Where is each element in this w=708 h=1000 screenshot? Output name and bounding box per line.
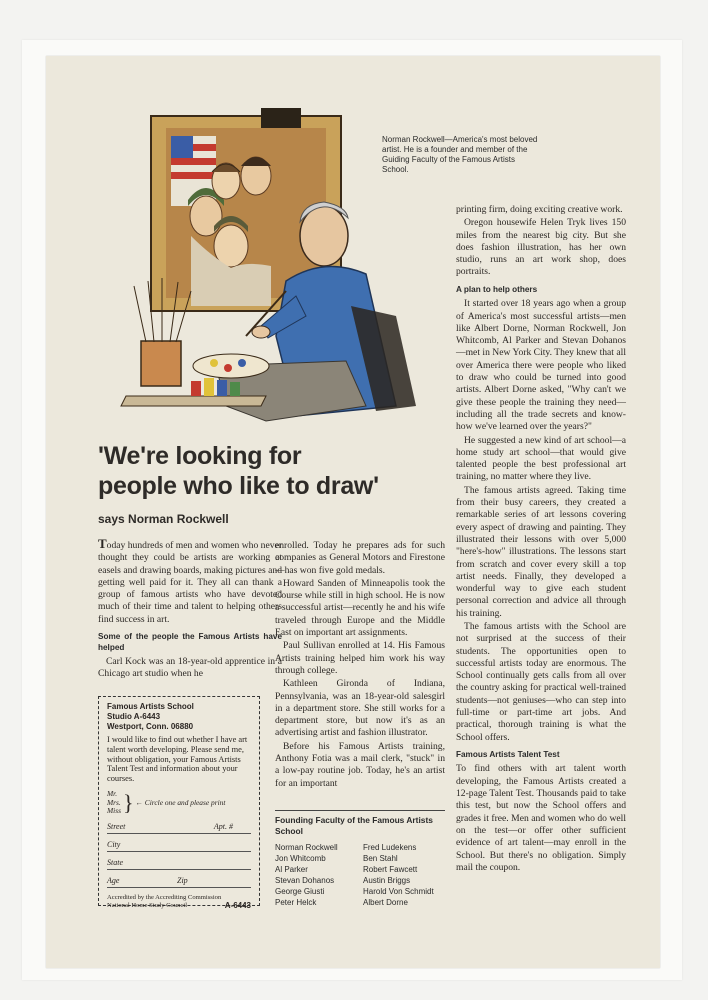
rockwell-illustration xyxy=(96,106,426,436)
age-zip-field[interactable]: Age Zip xyxy=(107,876,251,888)
state-field[interactable]: State xyxy=(107,858,251,870)
faculty-name: Austin Briggs xyxy=(363,876,411,885)
mail-coupon[interactable] xyxy=(98,696,260,910)
faculty-name: Harold Von Schmidt xyxy=(363,887,434,896)
subhead-talent-test: Famous Artists Talent Test xyxy=(456,749,560,759)
founding-faculty xyxy=(275,810,445,908)
coupon-code: A-6443 xyxy=(224,900,251,910)
brace-icon: } xyxy=(122,789,134,815)
drop-cap: T xyxy=(98,536,107,551)
paragraph-carl-kock: Carl Kock was an 18-year-old apprentice in a Chicago art studio when he xyxy=(98,656,282,680)
circle-instruction: ← Circle one and please print xyxy=(135,797,226,807)
intro-paragraph: Today hundreds of men and women who never thought they could be artists are working at easels and drawing boards, making pictures and getting well paid for it. They all can thank a group of famous artists who have devoted much of their time and talent to helping others find success in art. xyxy=(98,536,282,625)
faculty-name: Jon Whitcomb xyxy=(275,854,326,863)
column-2: enrolled. Today he prepares ads for such companies as General Motors and Firestone—has won five gold medals. Howard Sanden of Minneapolis took the Course while still in high school. He is now a successful artist—recently he and his wife traveled through Europe and the Middle East on important art assignments. Paul Sullivan enrolled at 14. His Famous Artists training helped him work his way through college. Kathleen Gironda of Indiana, Pennsylvania, was an 18-year-old salesgirl in a department store. She still works for a department store, but now it's as an advertising artist and fashion illustrator. Before his Famous Artists training, Anthony Fotia was a mail clerk, "stuck" in a low-pay routine job. Today, he's an artist for an important xyxy=(275,540,445,789)
headline xyxy=(98,441,438,501)
headline-line-2: people who like to draw' xyxy=(98,472,379,500)
faculty-left xyxy=(275,842,363,908)
faculty-name: Al Parker xyxy=(275,865,308,874)
faculty-name: Robert Fawcett xyxy=(363,865,418,874)
faculty-title: Founding Faculty of the Famous Artists School xyxy=(275,810,445,836)
faculty-list xyxy=(275,842,445,908)
faculty-name: Fred Ludekens xyxy=(363,843,417,852)
faculty-name: George Giusti xyxy=(275,887,325,896)
faculty-name: Ben Stahl xyxy=(363,854,398,863)
headline-line-1: 'We're looking for xyxy=(98,442,302,470)
illustration-caption: Norman Rockwell—America's most beloved artist. He is a founder and member of the Guiding Faculty of the Famous Artists School. xyxy=(382,135,538,174)
column-1 xyxy=(98,538,282,682)
coupon-footer: Accredited by the Accrediting Commission National Home Study Council A-6443 xyxy=(107,893,251,910)
faculty-right xyxy=(363,842,445,908)
faculty-name: Peter Helck xyxy=(275,898,317,907)
coupon-body: I would like to find out whether I have art talent worth developing. Please send me, without obligation, your Famous Artists Talent Test and information about your courses. xyxy=(107,735,248,784)
subhead-plan: A plan to help others xyxy=(456,284,538,294)
column-3: printing firm, doing exciting creative work. Oregon housewife Helen Tryk lives 150 miles from the nearest big city. But she does fashion illustration, has her own studio, runs an art work shop, does portraits. A plan to help others It started over 18 years ago when a group of America's most successful artists—men like Albert Dorne, Norman Rockwell, Jon Whitcomb, Al Parker and Stevan Dohanos—met in New York City. They knew that all over America there were people who liked to draw who could be turned into good artists. Albert Dorne asked, "Why can't we give these people the training they need—including all the trade secrets and know-how we've learned over the years?" He suggested a new kind of art school—a home study art school—that would give talented people the best professional art training, no matter where they live. The famous artists agreed. Taking time from their busy careers, they created a remarkable series of art lessons covering every aspect of drawing and painting. They illustrated their lessons with over 5,000 "here's-how" illustrations. The lessons start from scratch and cover every skill a top artist needs. Finally, they developed a wonderful way to give each student personal correction and advice all through his training. The famous artists with the School are not surprised at the success of their students. The opportunities open to successful artists today are enormous. The School continually gets calls from all over the country asking for practical well-trained students—not geniuses—who can step into full-time or part-time art jobs. And practical, thorough training is what the School offers. Famous Artists Talent Test To find others with art talent worth developing, the Famous Artists created a 12-page Talent Test. Thousands paid to take this test, but now the School offers and grades it free. Men and women who do well on the test—or offer other sufficient evidence of art talent—may enroll in the School. But there's no obligation. Simply mail the coupon. xyxy=(456,204,626,873)
coupon-address: Famous Artists School Studio A-6443 Westport, Conn. 06880 xyxy=(107,702,194,731)
byline: says Norman Rockwell xyxy=(98,512,229,526)
street-field[interactable]: Street Apt. # xyxy=(107,822,251,834)
magazine-page xyxy=(46,56,660,968)
faculty-name: Albert Dorne xyxy=(363,898,408,907)
title-choice[interactable]: Mr. Mrs. Miss } ← Circle one and please print xyxy=(107,788,226,816)
faculty-name: Stevan Dohanos xyxy=(275,876,335,885)
faculty-name: Norman Rockwell xyxy=(275,843,338,852)
subhead-people-helped: Some of the people the Famous Artists have helped xyxy=(98,632,282,652)
city-field[interactable]: City xyxy=(107,840,251,852)
